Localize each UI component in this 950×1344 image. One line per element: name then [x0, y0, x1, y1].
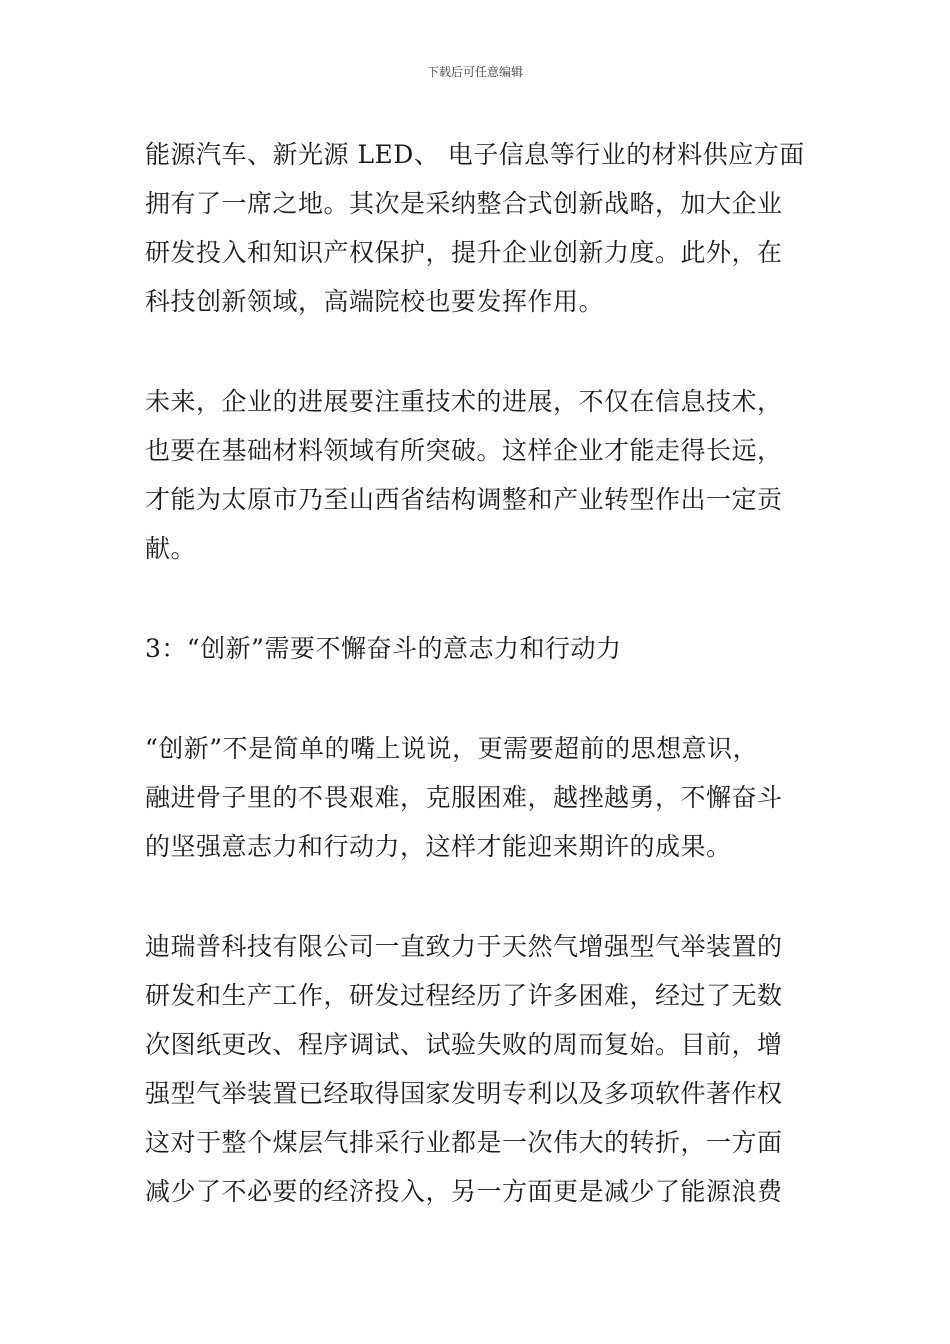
paragraph-3 — [145, 724, 810, 871]
text-line: 能源汽车、新光源 LED、 电子信息等行业的材料供应方面 — [145, 140, 805, 169]
text-line: 强型气举装置已经取得国家发明专利以及多项软件著作权 — [145, 1079, 783, 1108]
text-line: 减少了不必要的经济投入，另一方面更是减少了能源浪费 — [145, 1177, 783, 1206]
paragraph-2 — [145, 377, 810, 573]
text-line: 科技创新领域，高端院校也要发挥作用。 — [145, 287, 605, 316]
section-heading — [145, 624, 810, 673]
text-line: 研发投入和知识产权保护，提升企业创新力度。此外，在 — [145, 238, 783, 267]
text-line: 次图纸更改、程序调试、试验失败的周而复始。目前，增 — [145, 1030, 783, 1059]
paragraph-1 — [145, 130, 810, 326]
text-line: 拥有了一席之地。其次是采纳整合式创新战略，加大企业 — [145, 189, 783, 218]
text-line: 献。 — [145, 534, 197, 563]
page-header: 下载后可任意编辑 — [426, 65, 523, 79]
text-line: 才能为太原市乃至山西省结构调整和产业转型作出一定贡 — [145, 485, 783, 514]
text-line: 也要在基础材料领域有所突破。这样企业才能走得长远， — [145, 436, 783, 465]
paragraph-4 — [145, 922, 810, 1216]
text-line: 的坚强意志力和行动力，这样才能迎来期许的成果。 — [145, 832, 732, 861]
text-line: 研发和生产工作，研发过程经历了许多困难，经过了无数 — [145, 981, 783, 1010]
text-line: 未来，企业的进展要注重技术的进展，不仅在信息技术， — [145, 387, 783, 416]
document-body — [145, 130, 810, 1267]
text-line: 融进骨子里的不畏艰难，克服困难，越挫越勇，不懈奋斗 — [145, 783, 783, 812]
text-line: “创新”不是简单的嘴上说说，更需要超前的思想意识， — [145, 734, 759, 763]
text-line: 迪瑞普科技有限公司一直致力于天然气增强型气举装置的 — [145, 932, 783, 961]
text-line: 这对于整个煤层气排采行业都是一次伟大的转折，一方面 — [145, 1128, 783, 1157]
heading-line: 3：“创新”需要不懈奋斗的意志力和行动力 — [145, 634, 622, 663]
